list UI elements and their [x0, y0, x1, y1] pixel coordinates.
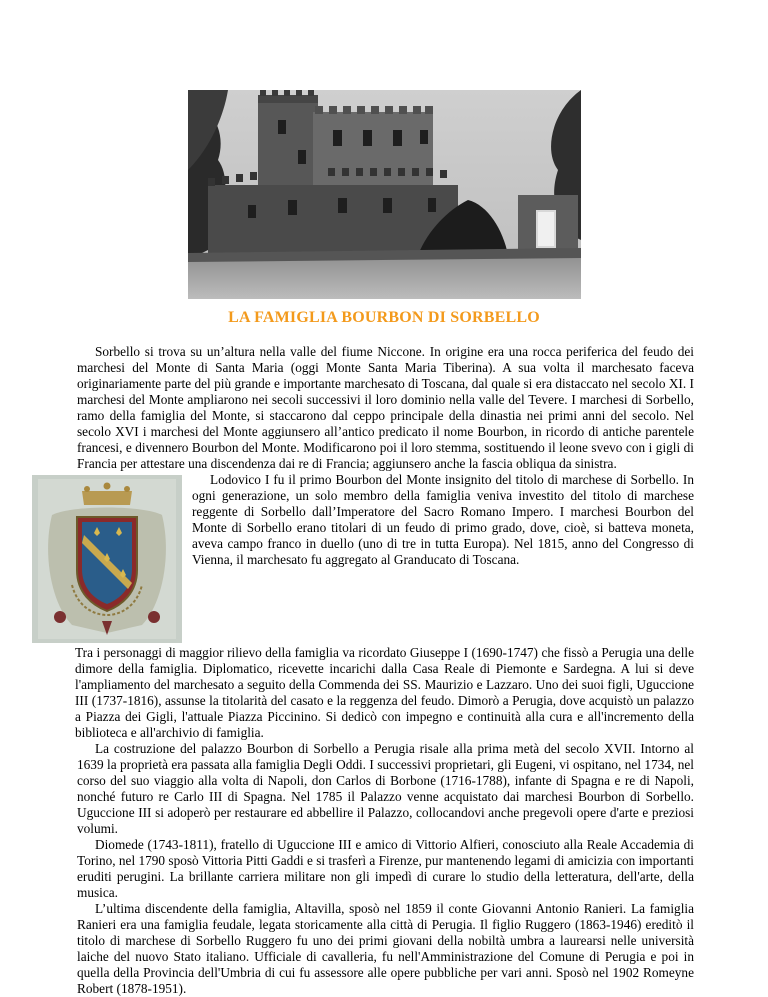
page-title: LA FAMIGLIA BOURBON DI SORBELLO: [228, 309, 540, 326]
article-body: [77, 344, 694, 997]
paragraph-5: Diomede (1743-1811), fratello di Uguccione III e amico di Vittorio Alfieri, conosciuto alla Reale Accademia di Torino, nel 1790 sposò Vittoria Pitti Gaddi e si trasferì a Firenze, pur mantenendo legami di amicizia con importanti eruditi perugini. La brillante carriera militare non gli impedì di curare lo studio della letteratura, dell'arte, della musica.: [77, 837, 694, 900]
paragraph-3: Tra i personaggi di maggior rilievo della famiglia va ricordato Giuseppe I (1690-1747) che fissò a Perugia una delle dimore della famiglia. Diplomatico, ricevette incarichi dalla Casa Reale di Piemonte e Sardegna. A lui si deve l'ampliamento del marchesato a seguito della Commenda dei SS. Maurizio e Lazzaro. Uno dei suoi figli, Uguccione III (1737-1816), assunse la titolarità del casato e la reggenza del feudo. Dimorò a Perugia, dove acquistò un palazzo a Piazza dei Gigli, l'attuale Piazza Piccinino. Si dedicò con impegno e continuità alla cura e all'incremento della biblioteca e all'archivio di famiglia.: [75, 645, 694, 740]
paragraph-6: L’ultima discendente della famiglia, Altavilla, sposò nel 1859 il conte Giovanni Antonio Ranieri. La famiglia Ranieri era una famiglia feudale, legata storicamente alla città di Perugia. Il figlio Ruggero (1863-1946) ereditò il titolo di marchese di Sorbello Ruggero fu uno dei primi giovani della nobiltà umbra a laurearsi nelle università laiche del nuovo Stato italiano. Ufficiale di cavalleria, fu nell'Amministrazione del Comune di Perugia e poi in quella della Provincia dell'Umbria di cui fu assessore alle opere pubbliche per vari anni. Sposò nel 1902 Romeyne Robert (1878-1951).: [77, 901, 694, 996]
castle-photo: [188, 90, 581, 299]
coat-of-arms-image: [32, 475, 182, 645]
paragraph-1: Sorbello si trova su un’altura nella valle del fiume Niccone. In origine era una rocca periferica del feudo dei marchesi del Monte di Santa Maria (oggi Monte Santa Maria Tiberina). A sua volta il marchesato faceva originariamente parte del più grande e importante marchesato di Toscana, dal quale si era distaccato nel secolo XI. I marchesi del Monte ampliarono nei secoli successivi il loro dominio nella valle del Tevere. I marchesi di Sorbello, ramo della famiglia del Monte, si staccarono dal ceppo principale della dinastia nei primi anni del secolo. Nel secolo XVI i marchesi del Monte aggiunsero all’antico predicato il nome Bourbon, in ricordo di antiche parentele francesi, e divennero Bourbon del Monte. Modificarono poi il loro stemma, sostituendo il leone svevo con i gigli di Francia per attestare una discendenza dai re di Francia; aggiunsero anche la fascia obliqua da sinistra.: [77, 344, 694, 471]
paragraph-4: La costruzione del palazzo Bourbon di Sorbello a Perugia risale alla prima metà del secolo XVII. Intorno al 1639 la proprietà era passata alla famiglia Degli Oddi. I successivi proprietari, gli Eugeni, vi ospitano, nel 1734, nel corso del suo viaggio alla volta di Napoli, don Carlos di Borbone (1716-1788), infante di Spagna e re di Napoli, nonché futuro re Carlo III di Spagna. Nel 1785 il Palazzo venne acquistato dai marchesi Bourbon di Sorbello. Uguccione III si adoperò per restaurare ed abbellire il Palazzo, collocandovi anche pregevoli opere d'arte e preziosi volumi.: [77, 741, 694, 836]
paragraph-2: Lodovico I fu il primo Bourbon del Monte insignito del titolo di marchese di Sorbello. In ogni generazione, un solo membro della famiglia veniva investito del titolo di marchese reggente di Sorbello dall’Imperatore del Sacro Romano Impero. I marchesi Bourbon del Monte di Sorbello erano titolari di un feudo di primo grado, dove, cioè, si batteva moneta, aveva campo franco in duello (uno di tre in tutta Europa). Nel 1815, anno del Congresso di Vienna, il marchesato fu aggregato al Granducato di Toscana.: [192, 472, 694, 567]
